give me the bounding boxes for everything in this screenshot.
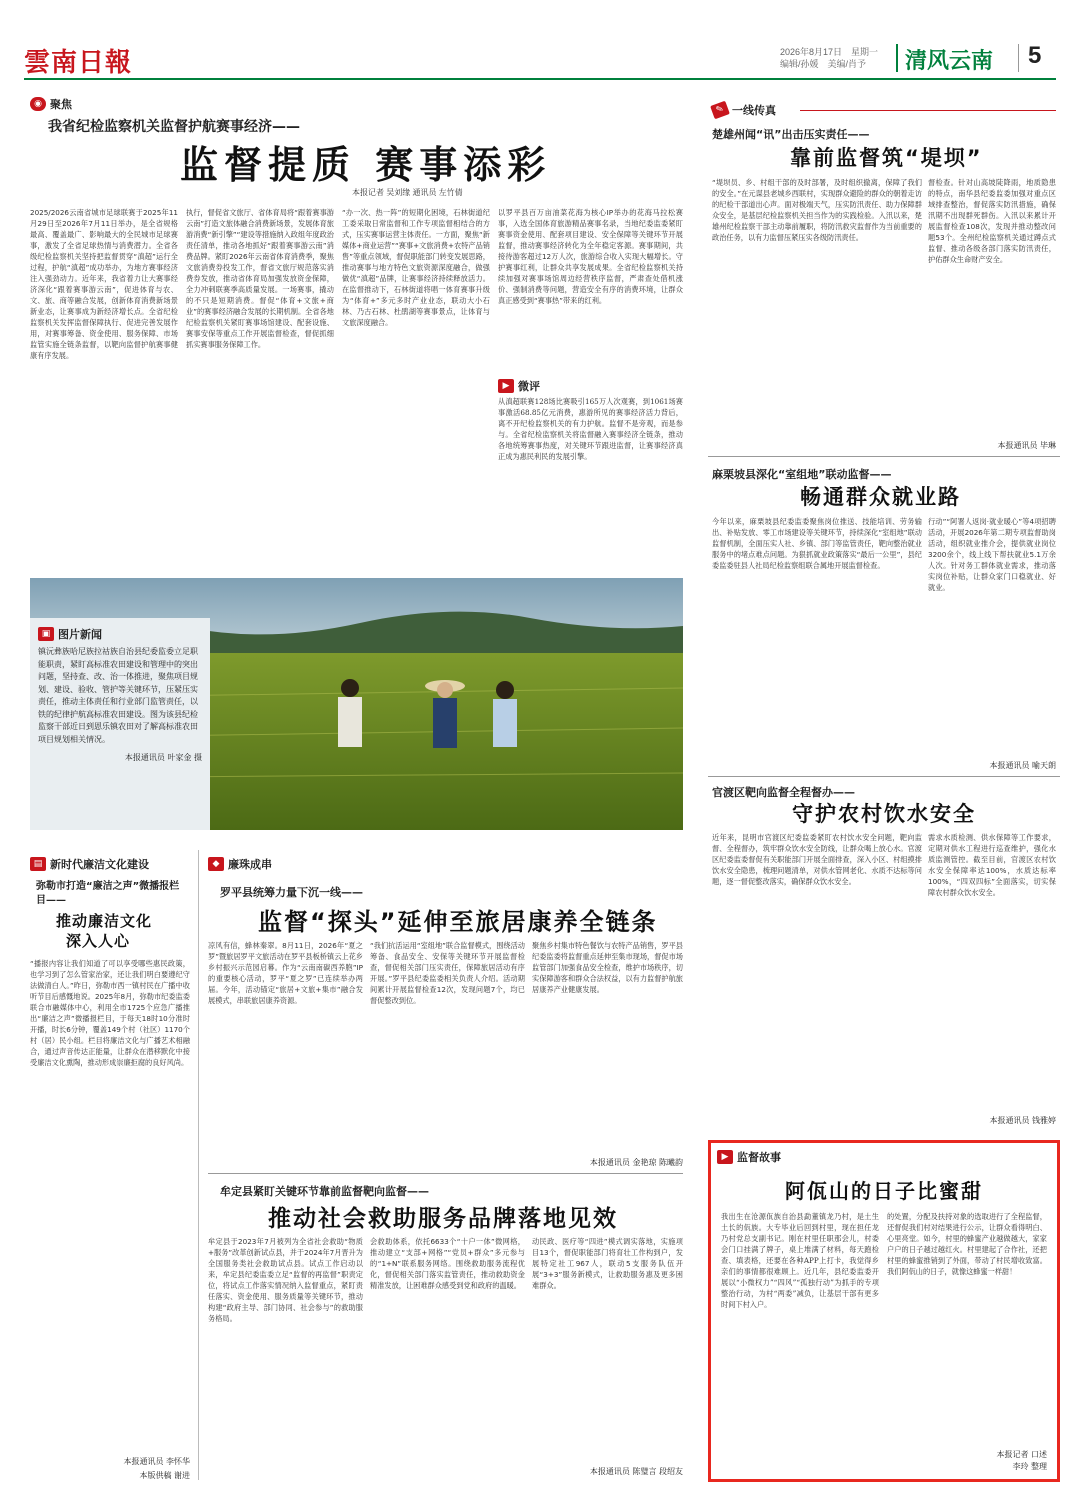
- date-info: [780, 46, 878, 70]
- photo-news-box: [30, 618, 210, 830]
- tag-story: ▶ 监督故事: [717, 1149, 781, 1165]
- lianjie-credit: 本报通讯员 李怀华: [123, 1457, 190, 1466]
- main-kicker: 我省纪检监察机关监督护航赛事经济——: [48, 119, 300, 135]
- editor-info: 编辑/孙媛 美编/肖予: [780, 59, 867, 69]
- yixian-headline: 靠前监督筑“堤坝”: [790, 146, 983, 170]
- lianjie-text: “播报内容让我们知道了可以享受哪些惠民政策，也学习到了怎么管家治家，还让我们明白要遵纪守法做清白人。”昨日，弥勒市西一镇村民在广播中收听节目后感慨地说。2025年8月，弥勒市纪委监委联合市融媒体中心，利用全市1725个应急广播推出“廉洁之声”微播报栏目，于每天18时10分准时开播，时长6分钟，覆盖149个村（社区）1170个村（居）民小组。栏目将廉洁文化与广播艺术相融合，通过声音传达正能量，让群众在潜移默化中接受廉洁文化熏陶，推动形成崇廉拒腐的良好风尚。: [30, 959, 190, 1067]
- yinshui-col-1: 近年来，昆明市官渡区纪委监委紧盯农村饮水安全问题，靶向监督、全程督办，筑牢群众饮水安全防线，让群众喝上放心水。官渡区纪委监委督促有关职能部门开展全面排查，深入小区、村组摸排饮水安全隐患，梳理问题清单，对供水管网老化、水质不达标等问题，逐一督促整改落实，确保群众饮水安全。: [712, 833, 922, 886]
- story-col-2: 的处置，分配及扶持对象的选取进行了全程监督，还督促我们村对结果进行公示，让群众看得明白、心里亮堂。如今，村里的蜂蜜产业越做越大，家家户户的日子越过越红火。村里建起了合作社，还把村里的蜂蜜推销到了外面，带动了村民增收致富。我们阿佤山的日子，就像这蜂蜜一样甜！: [887, 1212, 1047, 1276]
- jiuye-headline: 畅通群众就业路: [800, 485, 961, 509]
- main-col-4: 以罗平县百万亩油菜花海为核心IP举办的花海马拉松赛事，入选全国体育旅游精品赛事名录，当地纪委监委紧盯赛事资金使用、配套项目建设、安全保障等关键环节开展监督，推动赛事经济转化为全年稳定客源。赛事期间，共接待游客超过12万人次，旅游综合收入实现大幅增长。守护赛事红利，让群众共享发展成果。全省纪检监察机关持续加强对赛事场馆周边经营秩序监督，严肃查处借机涨价、强制消费等问题，营造安全有序的消费环境，让群众真正感受到“赛事热”带来的红利。: [498, 208, 683, 305]
- issue-date: 2026年8月17日 星期一: [780, 47, 879, 57]
- yixian-credit: 本报通讯员 毕琳: [997, 441, 1056, 450]
- yinshui-col-2: 需求水质检测、供水保障等工作要求，定期对供水工程进行巡查维护，强化水质监测管控。截至目前，官渡区农村饮水安全保障率达100%，水质达标率100%，“四双四标”全面落实，切实保障农村群众饮水安全。: [928, 833, 1056, 897]
- lianpeng-col-1: 凉风有信，蜂林秦翠。8月11日，2026年“夏之罗”暨旅居罗平文旅活动在罗平县板桥镇云上花乡乡村振兴示范园启幕。作为“云南南碳西养胞”IP的重要核心活动，罗平“夏之罗”已连续举办两届。今年，活动锚定“旅居+文旅+集市”融合发展模式，串联旅居康养资源。: [208, 941, 363, 1005]
- main-col-1: 2025/2026云南省城市足球联赛于2025年11月29日至2026年7月11日举办，是全省规格最高、覆盖最广、影响最大的全民城市足球赛事，激发了全省足球热情与消费潜力。全省各级纪检监察机关坚持把监督贯穿“滇超”运行全过程，护航“滇超”成功举办，为地方赛事经济注入强劲动力。近年来，我省着力让大赛事经济深化“跟着赛事游云南”，促进体育与农、文、旅、商等融合发展，创新体育消费新场景新业态，让赛事成为新经济增长点。全省纪检监察机关发挥监督保障执行、促进完善发展作用，对赛事筹备、资金使用、服务保障、市场监管实施全链条监督，以靶向监督护航赛事健康有序发展。: [30, 208, 178, 360]
- page-number: 5: [1028, 42, 1042, 69]
- tag-lianpeng: ◆ 廉珠成串: [208, 856, 272, 872]
- yixian-rule: [800, 110, 1056, 111]
- section-name: 清风云南: [905, 49, 994, 74]
- divider-3: [208, 1173, 683, 1174]
- yinshui-headline: 守护农村饮水安全: [792, 802, 976, 826]
- header-rule: [24, 78, 1056, 80]
- jiuzhu-kicker: 牟定县紧盯关键环节靠前监督靶向监督——: [220, 1185, 429, 1198]
- arrow-icon: ▶: [498, 379, 514, 393]
- page-divider: [1018, 44, 1019, 72]
- divider-2: [708, 776, 1060, 777]
- tag-jujiao: ◉ 聚焦: [30, 96, 72, 112]
- arrow-right-icon: ▶: [717, 1150, 733, 1164]
- section-divider: [896, 44, 898, 72]
- lianjie-headline-1: 推动廉洁文化: [56, 912, 153, 930]
- story-credit-2: 李玲 整理: [1012, 1462, 1047, 1471]
- jiuzhu-col-1: 牟定县于2023年7月被列为全省社会救助“物质+服务”改革创新试点县，并于2024年7月晋升为全国服务类社会救助试点县。试点工作启动以来，牟定县纪委监委立足“监督的再监督”职责定位，将试点工作落实情况纳入监督重点，紧盯责任落实、资金使用、服务质量等关键环节，推动构建“政府主导、部门协同、社会参与”的救助服务格局。: [208, 1237, 363, 1323]
- tag-photo-news: ▣ 图片新闻: [30, 618, 210, 646]
- jiuzhu-credit: 本报通讯员 陈璧言 段绍友: [589, 1467, 683, 1476]
- yixian-col-1: “堤坝员、乡、村组干部的及时部署，及时组织撤离，保障了我们的安全。”在元谋县老城乡西联村，实现群众避险的群众的朝着走访的纪检干部道出心声。面对极端天气，压实防汛责任、助力保障群众安全，是基层纪检监察机关担当作为的实践检验。入汛以来，楚雄州纪检监察干部主动靠前履职，将防汛救灾监督作为当前重要的政治任务，以有力监督压紧压实各级防汛责任。: [712, 178, 922, 242]
- main-headline: 监督提质 赛事添彩: [180, 143, 552, 187]
- lianpeng-kicker: 罗平县统筹力量下沉一线——: [220, 886, 363, 899]
- lianjie-kicker: 弥勒市打造“廉洁之声”微播报栏目——: [36, 881, 180, 906]
- yinshui-credit: 本报通讯员 钱雅婷: [989, 1116, 1056, 1125]
- lianjie-credit-2: 本版供稿 谢进: [139, 1471, 190, 1480]
- vertical-divider: [198, 850, 199, 1480]
- jiuzhu-col-2: 会救助体系，依托6633个“十户一体”微网格，推动建立“支部+网格”“党员+群众”多元参与的“1+N”联系服务网络。围绕救助服务流程优化，督促相关部门落实监管责任，推动救助资金精准发放，让困难群众感受到党和政府的温暖。: [370, 1237, 525, 1290]
- story-box: [708, 1140, 1060, 1482]
- photo-caption: 镇沅彝族哈尼族拉祜族自治县纪委监委立足职能职责，紧盯高标准农田建设和管理中的突出问题，坚持查、改、治一体推进，聚焦项目规划、建设、验收、管护等关键环节，压紧压实责任，推动主体责任和行业部门监管责任，以铁的纪律护航高标准农田建设。图为该县纪检监察干部近日到恩乐镇农田对了解高标准农田项目规划相关情况。: [30, 646, 210, 752]
- jiuye-col-1: 今年以来，麻栗坡县纪委监委聚焦岗位推送、技能培训、劳务输出、补贴发放、零工市场建设等关键环节，持续深化“室组地”联动监督机制，全面压实人社、乡镇、部门等监管责任，靶向整治就业服务中的堵点难点问题。为狠抓就业政策落实“最后一公里”，县纪委监委驻县人社局纪检监察组联合属地开展监督检查。: [712, 517, 922, 570]
- lianjie-headline-2: 深入人心: [66, 932, 131, 950]
- gem-icon: ◆: [208, 857, 224, 871]
- pen-icon: ✎: [710, 101, 730, 120]
- jiuye-credit: 本报通讯员 喻天朗: [989, 761, 1056, 770]
- lianpeng-headline: 监督“探头”延伸至旅居康养全链条: [258, 908, 658, 936]
- jiuzhu-col-3: 动民政、医疗等“四进”模式调实落地，实施项目13个，督促职能部门将育壮工作构到户，发展特定社工967人，联动5支服务队伍开展“3+3”服务新模式，让救助服务惠及更多困难群众。: [532, 1237, 683, 1290]
- lianpeng-col-3: 聚焦乡村集市特色餐饮与农特产品销售，罗平县纪委监委将监督重点延伸至集市现场，督促市场监管部门加强食品安全检查，维护市场秩序，切实保障游客和群众合法权益，以有力监督护航旅居康养产业健康发展。: [532, 941, 683, 994]
- yinshui-kicker: 官渡区靶向监督全程督办——: [712, 786, 855, 799]
- main-col-3: “办一次、热一阵”的短期化困境，石林街道纪工委采取日常监督和工作专项监督相结合的方式，压实赛事运营主体责任。一方面，聚焦“新媒体+商业运营”“赛事+文旅消费+农特产品销售”等重点领域，督促职能部门转变发展思路，推动赛事与地方特色文旅资源深度融合，做强做优“滇超”品牌，让赛事经济持续释放活力。在监督推动下，石林街道将唱一体育赛事升级为“体育+”多元多时产业业态，联动大小石林、乃古石林、杜鹃湖等赛事景点，让体育与文旅深度融合。: [342, 208, 490, 327]
- lianpeng-col-2: “我们抗活运用“室组地”联合监督模式，围绕活动筹备、食品安全、安保等关键环节开展监督检查，督促相关部门压实责任，保障旅居活动有序开展。”罗平县纪委监委相关负责人介绍。活动期间累计开展监督检查12次，发现问题7个，均已督促整改到位。: [370, 941, 525, 1005]
- photo-credit: 本报通讯员 叶家金 摄: [124, 753, 202, 762]
- tag-yixian: ✎ 一线传真: [712, 102, 776, 118]
- main-byline: 本报记者 吴刘缘 通讯员 左竹倩: [352, 188, 463, 197]
- lianpeng-credit: 本报通讯员 金艳琼 陈曦韵: [589, 1158, 683, 1167]
- jiuye-col-2: 行动”“阿署人返岗·就业暖心”等4项招聘活动，开展2026年第二期专项监督助岗活动，组织就业推介会，提供就业岗位3200余个，线上线下帮扶就业5.1万余人次。针对务工群体就业需求，推动落实岗位补贴，让群众家门口稳就业、好就业。: [928, 517, 1056, 592]
- main-col-2: 执行，督促省文旅厅、省体育局将“跟着赛事游云南”打造文旅体融合消费新场景，发展体育旅游消费“新引擎”“建设等措施纳入政组年度政治责任清单，推动各地抓好“跟着赛事游云南”消费品牌。紧盯2026年云南省体育消费季，聚焦文旅消费券投发工作，督省文旅厅规范落实消费券发放，推动省体育局加强发放资金保障，全力冲刺联赛季高质量发展。一场赛事，撬动的不只是短期消费。督促“体育+文旅+商业”的赛事经济融合发展的长期机制。全省各地纪检监察机关紧盯赛事场馆建设、配套设施、赛事安保等重点工作开展监督检查，督促抓细抓实赛事服务保障工作。: [186, 208, 334, 349]
- weiping-text: 从滇超联赛128场比赛吸引165万人次观赛，到1061场赛事激活68.85亿元消费，惠游所见的赛事经济活力背后，离不开纪检监察机关的有力护航。监督不是旁观，而是参与。全省纪检监察机关将监督融入赛事经济全链条，推动各地统筹赛事热度，对关键环节跟进监督，让赛事经济真正成为惠民利民的发展引擎。: [498, 397, 683, 461]
- story-col-1: 我出生在沧源佤族自治县勐董镇龙乃村，是土生土长的佤族。大专毕业后回到村里，现在担任龙乃村党总支副书记。刚在村里任职那会儿，村委会门口挂满了牌子，桌上堆满了材料，每天跑检查、填表格，还要在各种APP上打卡，我觉得乡亲们的事情都很难顾上。近几年，县纪委监委开展以“小微权力”“四风”“孤独行动”为抓手的专项整治行动，为村“两委”减负，让基层干部有更多时间下村入户。: [721, 1212, 879, 1309]
- jiuye-kicker: 麻栗坡县深化“室组地”联动监督——: [712, 468, 892, 481]
- eye-icon: ◉: [30, 97, 46, 111]
- yixian-col-2: 督检查。针对山高坡陡降雨，地质隐患的特点，南华县纪委监委加强对重点区域排查整治，督促落实防汛措施，确保汛期不出现群死群伤。入汛以来累计开展监督检查108次，发现并推动整改问题53个。全州纪检监察机关通过蹲点式监督、推动各级各部门落实防汛责任，护佑群众生命财产安全。: [928, 178, 1056, 264]
- story-credit-1: 本报记者 口述: [996, 1450, 1047, 1459]
- masthead: [0, 0, 1080, 80]
- newspaper-logo: 雲南日報: [24, 48, 133, 78]
- book-icon: ▤: [30, 857, 46, 871]
- image-icon: ▣: [38, 627, 54, 641]
- jiuzhu-headline: 推动社会救助服务品牌落地见效: [268, 1206, 618, 1232]
- tag-lianjie: ▤ 新时代廉洁文化建设: [30, 856, 149, 872]
- yixian-kicker: 楚雄州闻“讯”出击压实责任——: [712, 128, 870, 141]
- tag-weiping: ▶ 微评: [498, 378, 540, 394]
- story-headline: 阿佤山的日子比蜜甜: [785, 1179, 983, 1203]
- divider-1: [708, 456, 1060, 457]
